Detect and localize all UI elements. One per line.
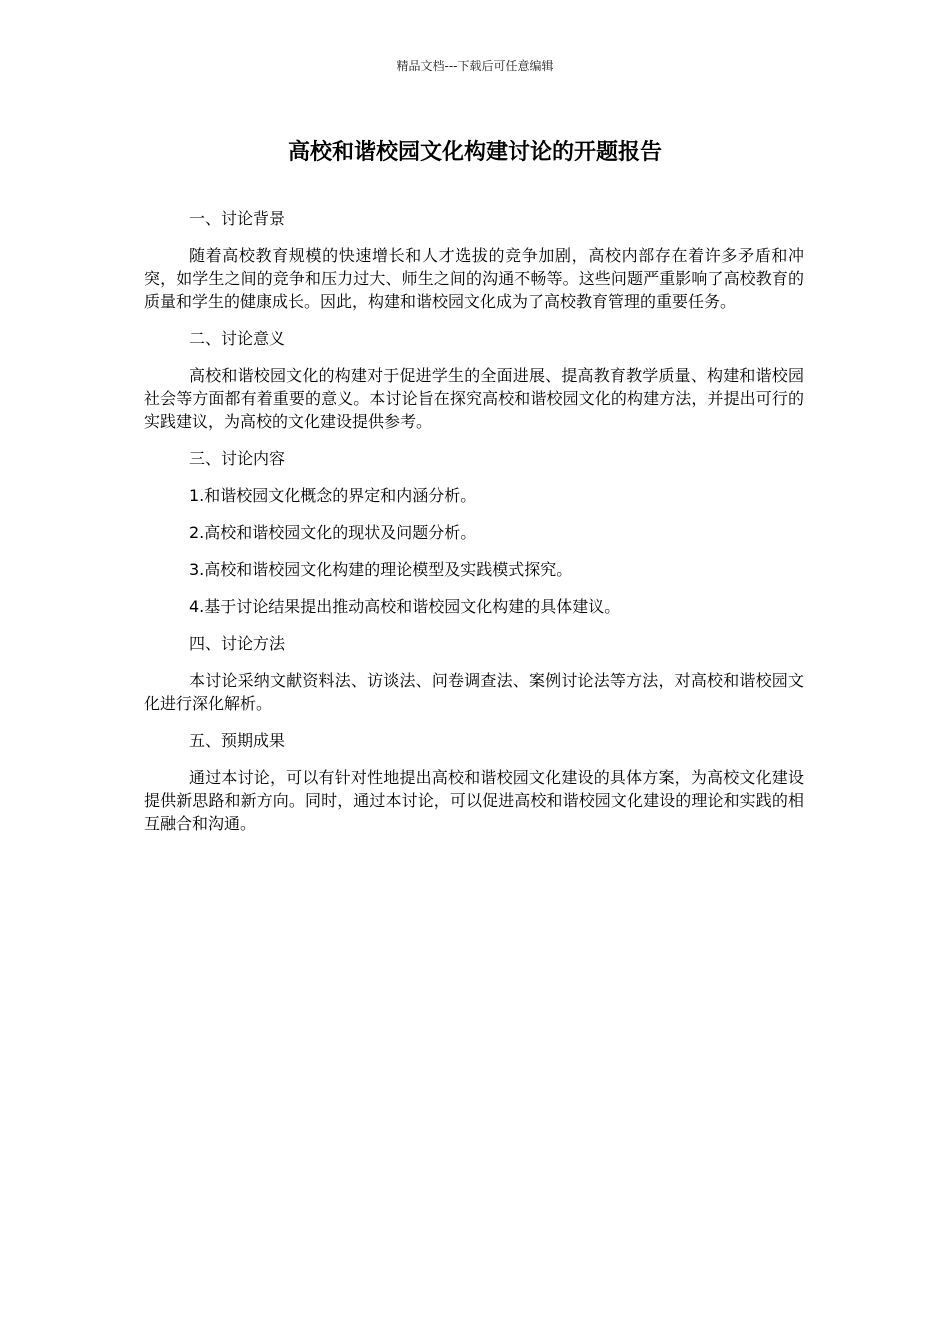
- section-heading-content: 三、讨论内容: [189, 449, 286, 468]
- section-heading-methods: 四、讨论方法: [189, 634, 286, 653]
- header-note: 精品文档---下载后可任意编辑: [396, 59, 554, 73]
- content-list-item: 2.高校和谐校园文化的现状及问题分析。: [189, 523, 477, 542]
- section-paragraph: 随着高校教育规模的快速增长和人才选拔的竞争加剧，高校内部存在着许多矛盾和冲突，如学生之间的竞争和压力过大、师生之间的沟通不畅等。这些问题严重影响了高校教育的质量和学生的健康成长。因此，构建和谐校园文化成为了高校教育管理的重要任务。: [144, 246, 804, 311]
- section-paragraph: 高校和谐校园文化的构建对于促进学生的全面进展、提高教育教学质量、构建和谐校园社会等方面都有着重要的意义。本讨论旨在探究高校和谐校园文化的构建方法，并提出可行的实践建议，为高校的文化建设提供参考。: [144, 366, 804, 431]
- section-paragraph: 本讨论采纳文献资料法、访谈法、问卷调查法、案例讨论法等方法，对高校和谐校园文化进行深化解析。: [144, 671, 804, 713]
- content-list-item: 4.基于讨论结果提出推动高校和谐校园文化构建的具体建议。: [189, 597, 621, 616]
- content-list-item: 3.高校和谐校园文化构建的理论模型及实践模式探究。: [189, 560, 573, 579]
- section-heading-significance: 二、讨论意义: [189, 329, 286, 348]
- document-title: 高校和谐校园文化构建讨论的开题报告: [287, 140, 662, 165]
- section-heading-background: 一、讨论背景: [189, 209, 286, 228]
- content-list-item: 1.和谐校园文化概念的界定和内涵分析。: [189, 486, 477, 505]
- section-paragraph: 通过本讨论，可以有针对性地提出高校和谐校园文化建设的具体方案，为高校文化建设提供新思路和新方向。同时，通过本讨论，可以促进高校和谐校园文化建设的理论和实践的相互融合和沟通。: [144, 768, 804, 833]
- document-body: [144, 207, 804, 849]
- section-heading-expected-results: 五、预期成果: [189, 731, 286, 750]
